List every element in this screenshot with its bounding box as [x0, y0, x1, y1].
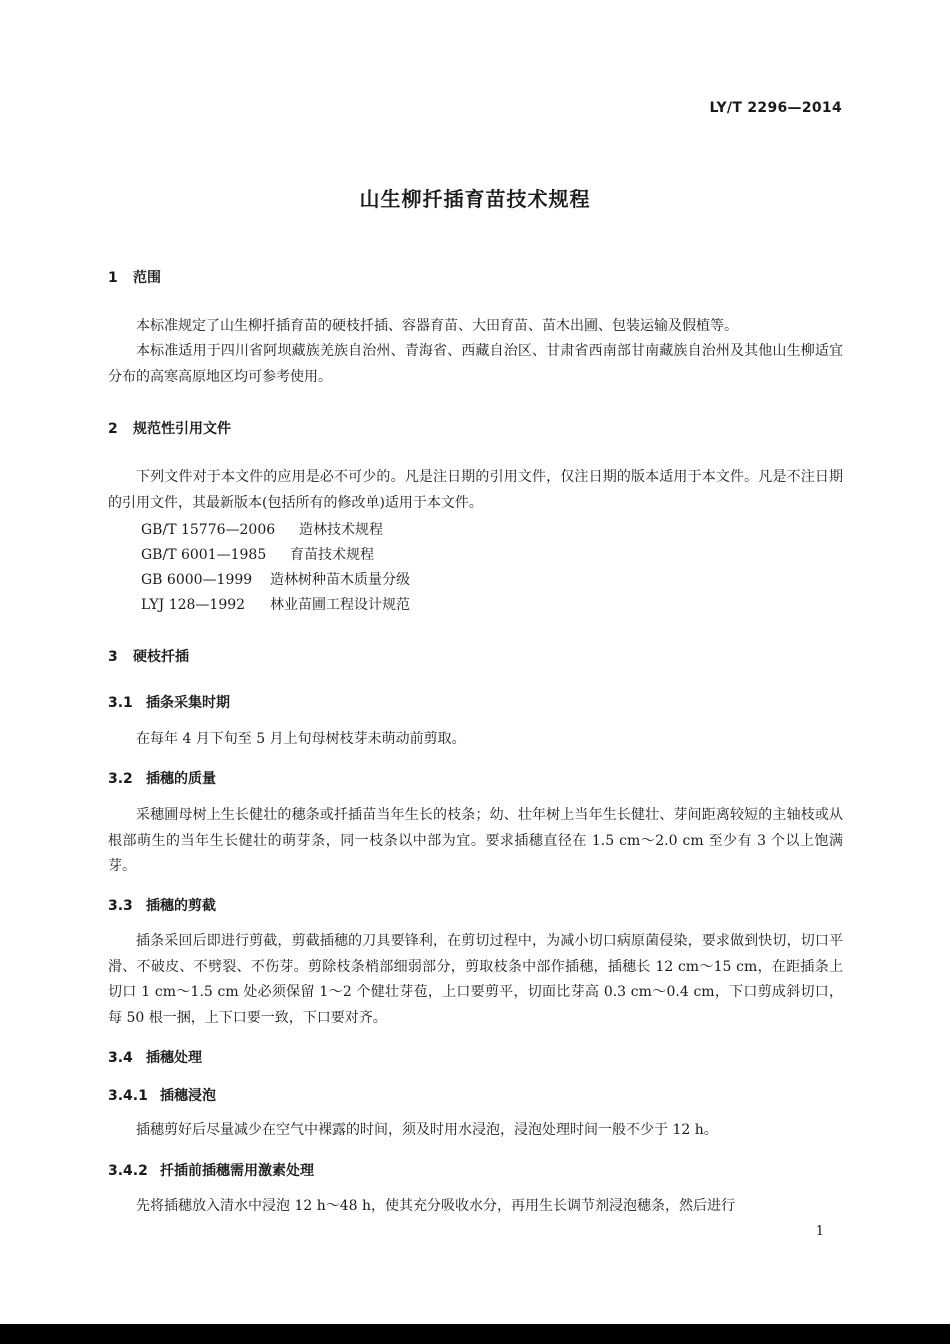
reference-item: [141, 594, 410, 614]
section-title: 插穗的剪截: [146, 898, 216, 914]
section-heading-3-3: [108, 895, 216, 915]
section-heading-3-4: [108, 1047, 202, 1067]
reference-code: GB/T 6001—1985: [141, 547, 267, 563]
section-title: 插穗处理: [146, 1050, 202, 1066]
reference-title: 育苗技术规程: [290, 547, 374, 563]
section-title: 范围: [133, 270, 161, 286]
standard-code: LY/T 2296—2014: [709, 100, 842, 116]
section-title: 规范性引用文件: [133, 421, 231, 437]
reference-item: [141, 544, 374, 564]
paragraph-3-3: 插条采回后即进行剪截，剪截插穗的刀具要锋利，在剪切过程中，为减小切口病原菌侵染，要求做到快切，切口平滑、不破皮、不劈裂、不伤芽。剪除枝条梢部细弱部分，剪取枝条中部作插穗，插穗长 12 cm～15 cm，在距插条上切口 1 cm～1.5 cm 处必须保留 1～2 个健壮芽苞，上口要剪平，切面比芽高 0.3 cm～0.4 cm，下口剪成斜切口，每 50 根一捆，上下口要一致，下口要对齐。: [108, 933, 843, 1026]
reference-title: 造林树种苗木质量分级: [270, 572, 410, 588]
paragraph-3-4-1: 插穗剪好后尽量减少在空气中裸露的时间，须及时用水浸泡，浸泡处理时间一般不少于 12 h。: [136, 1122, 718, 1138]
reference-title: 林业苗圃工程设计规范: [270, 597, 410, 613]
section-title: 硬枝扦插: [133, 649, 189, 665]
document-title: 山生柳扦插育苗技术规程: [359, 187, 591, 211]
page-bottom-edge: [0, 1324, 950, 1344]
section-title: 插条采集时期: [146, 695, 230, 711]
section-number: 3.1: [108, 695, 133, 711]
paragraph-scope-1: 本标准规定了山生柳扦插育苗的硬枝扦插、容器育苗、大田育苗、苗木出圃、包装运输及假植等。: [136, 318, 738, 334]
section-number: 3.2: [108, 771, 133, 787]
section-title: 扦插前插穗需用激素处理: [160, 1163, 314, 1179]
paragraph-3-2: 采穗圃母树上生长健壮的穗条或扦插苗当年生长的枝条；幼、壮年树上当年生长健壮、芽间距离较短的主轴枝或从根部萌生的当年生长健壮的萌芽条，同一枝条以中部为宜。要求插穗直径在 1.5 cm～2.0 cm 至少有 3 个以上饱满芽。: [108, 807, 843, 874]
reference-item: [141, 519, 383, 539]
section-title: 插穗浸泡: [160, 1088, 216, 1104]
section-number: 3.4.1: [108, 1088, 148, 1104]
section-heading-2: [108, 418, 231, 438]
reference-title: 造林技术规程: [299, 522, 383, 538]
reference-code: LYJ 128—1992: [141, 597, 246, 613]
paragraph-refs-intro: 下列文件对于本文件的应用是必不可少的。凡是注日期的引用文件，仅注日期的版本适用于本文件。凡是不注日期的引用文件，其最新版本(包括所有的修改单)适用于本文件。: [108, 469, 843, 511]
section-heading-3-4-2: [108, 1160, 314, 1180]
section-heading-3-1: [108, 692, 230, 712]
section-heading-3: [108, 646, 189, 666]
section-number: 3.4.2: [108, 1163, 148, 1179]
section-number: 2: [108, 421, 118, 437]
reference-code: GB/T 15776—2006: [141, 522, 276, 538]
section-heading-3-4-1: [108, 1085, 216, 1105]
reference-code: GB 6000—1999: [141, 572, 253, 588]
paragraph-3-1: 在每年 4 月下旬至 5 月上旬母树枝芽未萌动前剪取。: [136, 731, 466, 747]
reference-item: [141, 569, 410, 589]
section-number: 3.3: [108, 898, 133, 914]
section-number: 3.4: [108, 1050, 133, 1066]
section-title: 插穗的质量: [146, 771, 216, 787]
section-number: 3: [108, 649, 118, 665]
paragraph-scope-2: 本标准适用于四川省阿坝藏族羌族自治州、青海省、西藏自治区、甘肃省西南部甘南藏族自治州及其他山生柳适宜分布的高寒高原地区均可参考使用。: [108, 343, 843, 385]
paragraph-3-4-2: 先将插穗放入清水中浸泡 12 h～48 h，使其充分吸收水分，再用生长调节剂浸泡穗条，然后进行: [136, 1198, 736, 1214]
section-number: 1: [108, 270, 118, 286]
section-heading-3-2: [108, 768, 216, 788]
section-heading-1: [108, 267, 161, 287]
page-number: 1: [815, 1224, 824, 1239]
